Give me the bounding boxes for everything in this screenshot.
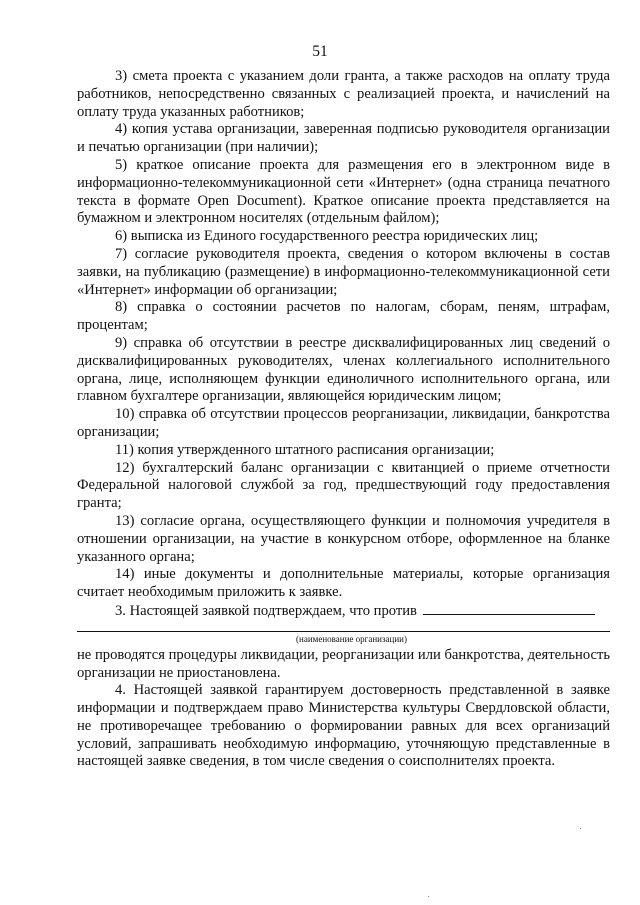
organization-caption: (наименование организации) [296, 633, 407, 644]
scan-speck [428, 896, 429, 897]
list-item-13: 13) согласие органа, осуществляющего функции и полномочия учредителя в отношении организации, на участие в конкурсном отборе, оформленное на бланке указанного органа; [77, 512, 610, 565]
list-item-3: 3) смета проекта с указанием доли гранта, а также расходов на оплату труда работников, непосредственно связанных с реализацией проекта, и начислений на оплату труда указанных работников; [77, 68, 610, 120]
organization-name-line [77, 621, 610, 632]
list-item-5: 5) краткое описание проекта для размещения его в электронном виде в информационно-телекоммуникационной сети «Интернет» (одна страница печатного текста в формате Open Document). Краткое описание проекта представляется на бумажном и электронном носителях (отдельным файлом); [77, 156, 610, 227]
list-item-11: 11) копия утвержденного штатного расписания организации; [115, 441, 495, 458]
document-body [77, 68, 610, 771]
organization-blank [423, 602, 595, 615]
list-item-14: 14) иные документы и дополнительные материалы, которые организация считает необходимым приложить к заявке. [77, 566, 610, 601]
list-item-12: 12) бухгалтерский баланс организации с квитанцией о приеме отчетности Федеральной налоговой службой за год, предшествующий году предоставления гранта; [77, 459, 610, 512]
confirm-statement [77, 602, 610, 621]
scan-speck [580, 828, 581, 829]
confirm-continuation: не проводятся процедуры ликвидации, реорганизации или банкротства, деятельность организации не приостановлена. [77, 646, 610, 681]
guarantee-paragraph: 4. Настоящей заявкой гарантируем достоверность представленной в заявке информации и подтверждаем право Министерства культуры Свердловской области, не противоречащее требованию о формировании равных для всех организаций условий, запрашивать необходимую информацию, уточняющую представленные в настоящей заявке сведения, в том числе сведения о соисполнителях проекта. [77, 682, 610, 770]
page-number: 51 [312, 43, 328, 60]
list-item-4: 4) копия устава организации, заверенная подписью руководителя организации и печатью организации (при наличии); [77, 121, 610, 156]
confirm-intro: 3. Настоящей заявкой подтверждаем, что против [115, 602, 417, 619]
list-item-10: 10) справка об отсутствии процессов реорганизации, ликвидации, банкротства организации; [77, 406, 610, 440]
list-item-7: 7) согласие руководителя проекта, сведения о котором включены в состав заявки, на публикацию (размещение) в информационно-телекоммуникационной сети «Интернет» информации об организации; [77, 245, 610, 298]
list-item-8: 8) справка о состоянии расчетов по налогам, сборам, пеням, штрафам, процентам; [77, 299, 610, 334]
list-item-6: 6) выписка из Единого государственного реестра юридических лиц; [115, 228, 539, 245]
list-item-9: 9) справка об отсутствии в реестре дисквалифицированных лиц сведений о дисквалифицированных руководителях, членах коллегиального исполнительного органа, лице, исполняющем функции единоличного исполнительного органа, или главном бухгалтере организации, являющейся юридическим лицом; [77, 334, 610, 405]
